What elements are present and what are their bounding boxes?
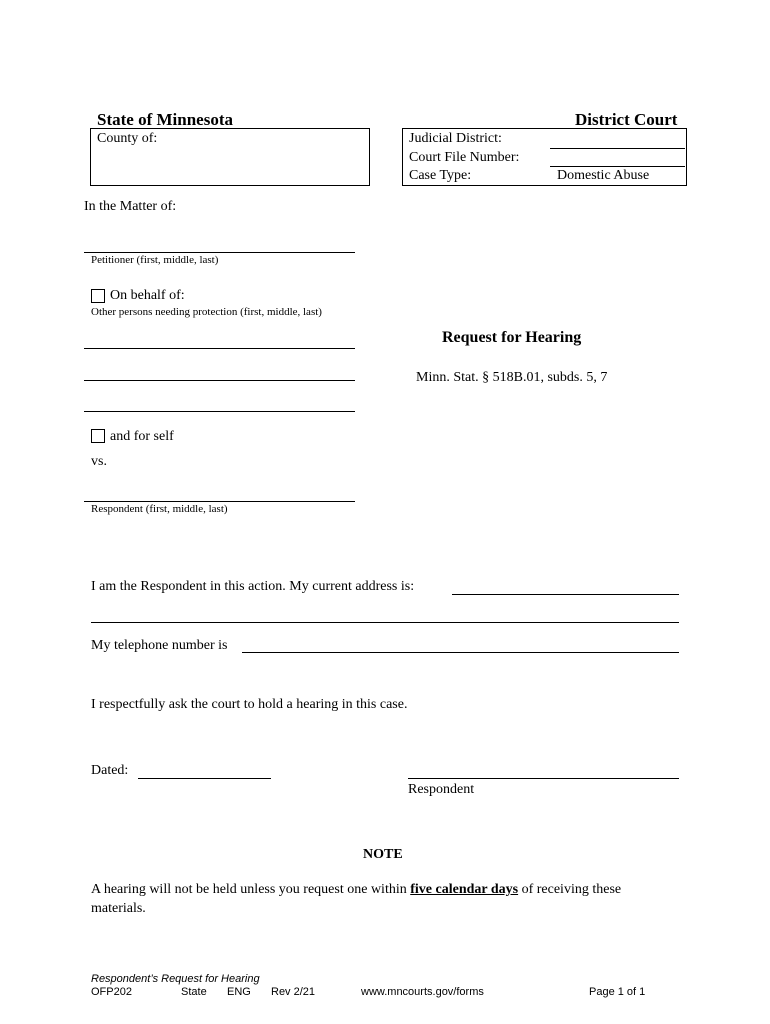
court-file-number-field[interactable]: [550, 166, 685, 167]
note-text-line2: materials.: [91, 901, 146, 916]
respondent-signature-field[interactable]: [408, 778, 679, 779]
footer-form-title: Respondent’s Request for Hearing: [91, 973, 260, 985]
vs-label: vs.: [91, 454, 107, 469]
footer-jurisdiction: State: [181, 986, 207, 998]
and-for-self-checkbox[interactable]: [91, 429, 105, 443]
on-behalf-of-checkbox[interactable]: [91, 289, 105, 303]
in-the-matter-of-label: In the Matter of:: [84, 199, 177, 214]
protected-person-field-1[interactable]: [84, 348, 355, 349]
petitioner-caption: Petitioner (first, middle, last): [91, 254, 219, 266]
address-text: I am the Respondent in this action. My current address is:: [91, 579, 415, 594]
date-field[interactable]: [138, 778, 271, 779]
respondent-caption: Respondent (first, middle, last): [91, 503, 228, 515]
note-heading: NOTE: [363, 847, 403, 862]
note-text-start: A hearing will not be held unless you request one within: [91, 882, 411, 897]
footer-page-number: Page 1 of 1: [589, 986, 646, 998]
case-info-box: [402, 128, 687, 186]
case-type-label: Case Type:: [409, 168, 472, 183]
footer-revision: Rev 2/21: [271, 986, 316, 998]
protected-person-field-3[interactable]: [84, 411, 355, 412]
respondent-name-field[interactable]: [84, 501, 355, 502]
note-text-end: of receiving these: [518, 882, 622, 897]
footer-language: ENG: [227, 986, 251, 998]
form-title: Request for Hearing: [442, 329, 582, 346]
note-text: [91, 882, 621, 898]
footer-url[interactable]: www.mncourts.gov/forms: [361, 986, 484, 998]
footer-form-code: OFP202: [91, 986, 132, 998]
case-type-value: Domestic Abuse: [557, 168, 650, 183]
petitioner-name-field[interactable]: [84, 252, 355, 253]
county-box[interactable]: [90, 128, 370, 186]
telephone-text: My telephone number is: [91, 638, 228, 653]
and-for-self-label: and for self: [110, 429, 174, 444]
protected-person-field-2[interactable]: [84, 380, 355, 381]
address-field-2[interactable]: [91, 622, 679, 623]
county-label: County of:: [97, 131, 158, 146]
on-behalf-of-label: On behalf of:: [110, 288, 185, 303]
statute-citation: Minn. Stat. § 518B.01, subds. 5, 7: [416, 370, 608, 385]
on-behalf-of-caption: Other persons needing protection (first, middle, last): [91, 306, 322, 318]
note-emphasis: five calendar days: [410, 882, 519, 897]
judicial-district-field[interactable]: [550, 148, 685, 149]
court-file-number-label: Court File Number:: [409, 150, 520, 165]
judicial-district-label: Judicial District:: [409, 131, 502, 146]
address-field-1[interactable]: [452, 594, 679, 595]
court-heading: District Court: [575, 110, 678, 129]
request-text: I respectfully ask the court to hold a hearing in this case.: [91, 697, 408, 712]
state-heading: State of Minnesota: [97, 110, 233, 129]
dated-label: Dated:: [91, 763, 129, 778]
respondent-signature-caption: Respondent: [408, 782, 475, 797]
telephone-field[interactable]: [242, 652, 679, 653]
